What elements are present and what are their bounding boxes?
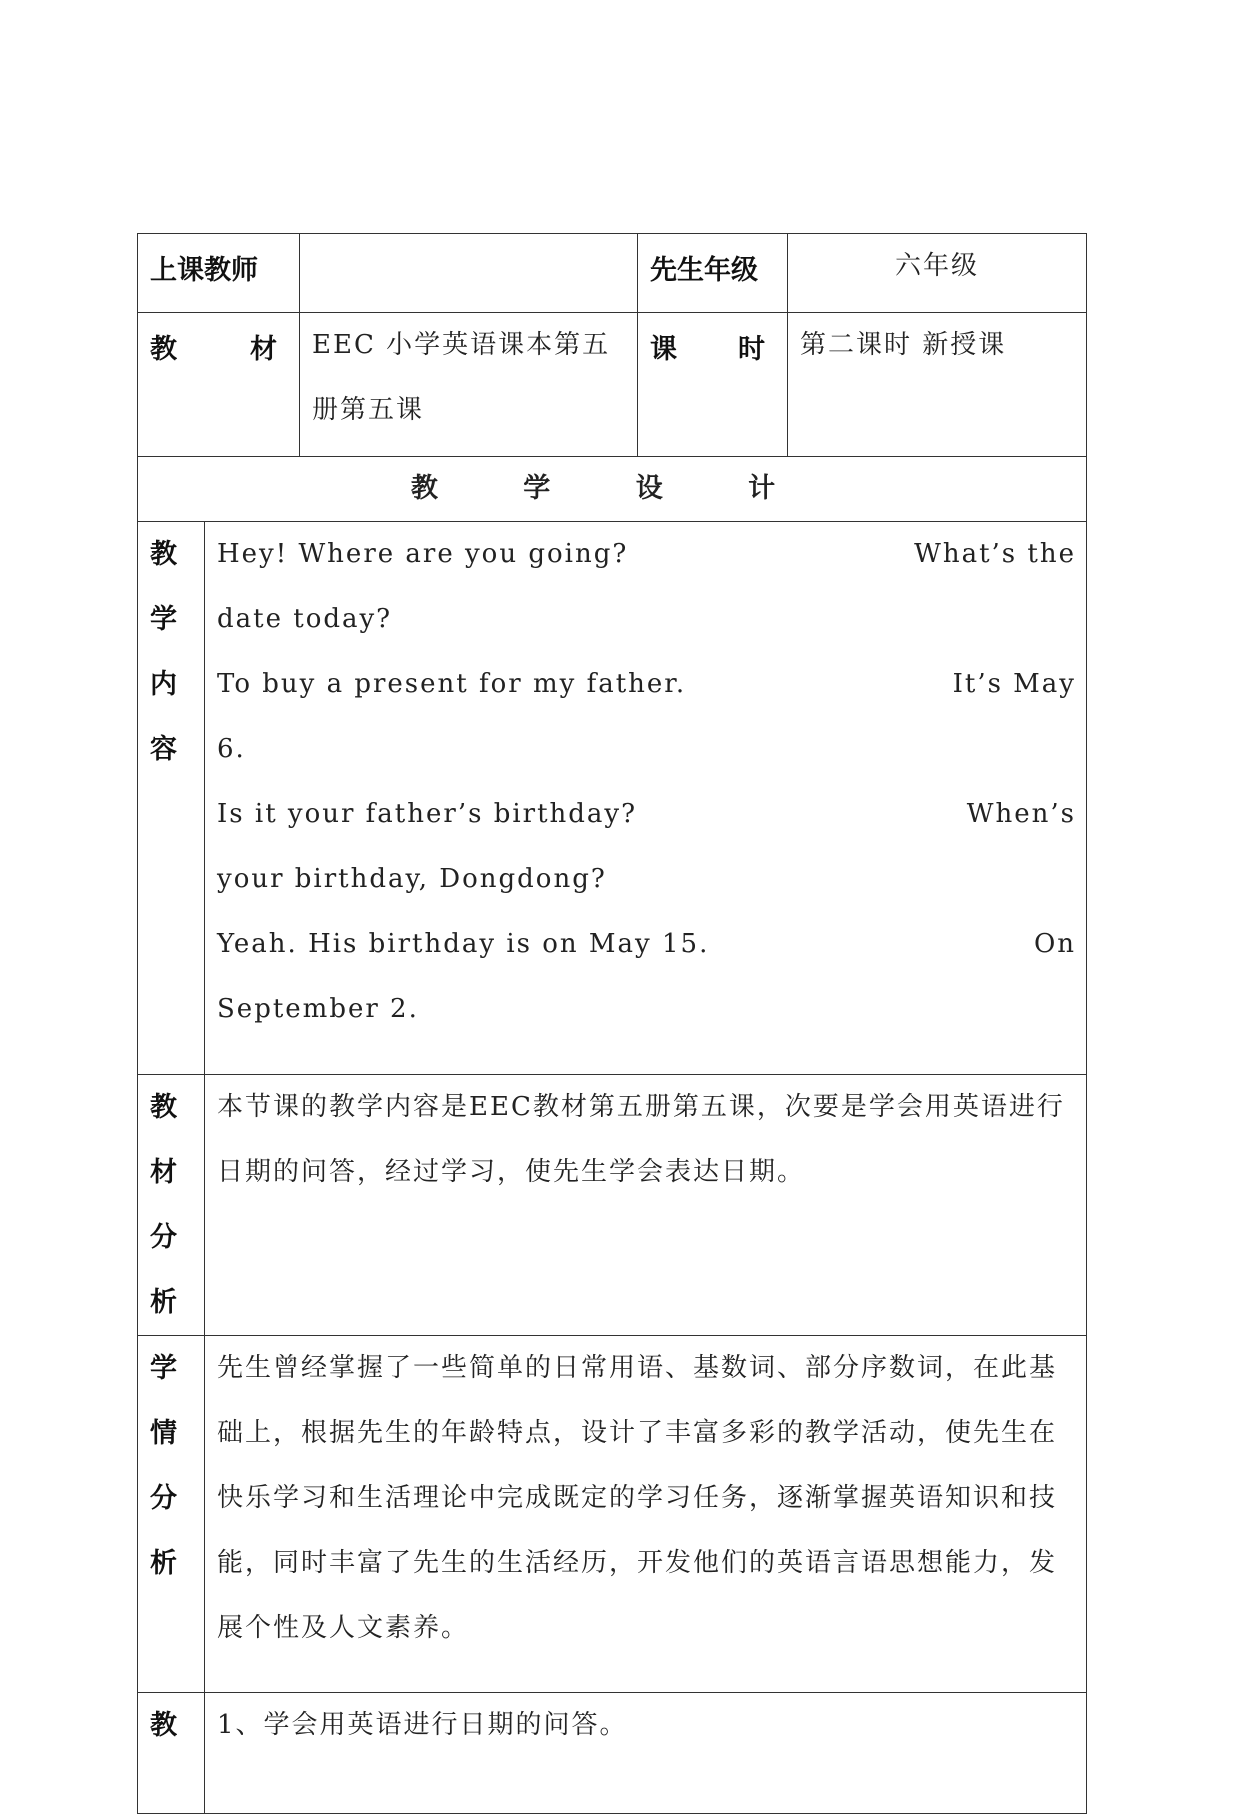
dialogue-line: September 2.: [217, 994, 419, 1024]
content-row: [138, 522, 1087, 1075]
dialogue-line: Yeah. His birthday is on May 15. On: [217, 929, 1076, 959]
goals-text: 1、学会用英语进行日期的问答。: [205, 1693, 1087, 1814]
dialogue-line: date today?: [217, 604, 393, 634]
material-analysis-text: 本节课的教学内容是EEC教材第五册第五课，次要是学会用英语进行日期的问答，经过学习，使先生学会表达日期。: [205, 1075, 1087, 1336]
textbook-row: [138, 313, 1087, 457]
student-analysis-row: [138, 1336, 1087, 1693]
textbook-value: EEC 小学英语课本第五册第五课: [300, 313, 638, 457]
material-analysis-label: 教 材 分 析: [138, 1075, 205, 1336]
period-value: 第二课时 新授课: [788, 313, 1087, 457]
content-label: 教 学 内 容: [138, 522, 205, 1075]
dialogue-line: 6.: [217, 734, 246, 764]
goals-label: 教: [138, 1693, 205, 1814]
dialogue-line: Is it your father’s birthday? When’s: [217, 799, 1076, 829]
teacher-value: [300, 234, 638, 313]
period-label: 课 时: [638, 313, 788, 457]
dialogue-line: Hey! Where are you going? What’s the: [217, 539, 1076, 569]
textbook-label: 教 材: [138, 313, 300, 457]
design-title-row: [138, 457, 1087, 522]
student-analysis-text: 先生曾经掌握了一些简单的日常用语、基数词、部分序数词，在此基础上，根据先生的年龄特点，设计了丰富多彩的教学活动，使先生在快乐学习和生活理论中完成既定的学习任务，逐渐掌握英语知识和技能，同时丰富了先生的生活经历，开发他们的英语言语思想能力，发展个性及人文素养。: [205, 1336, 1087, 1693]
grade-label: 先生年级: [638, 234, 788, 313]
student-analysis-label: 学 情 分 析: [138, 1336, 205, 1693]
dialogue-line: your birthday, Dongdong?: [217, 864, 607, 894]
grade-value: 六年级: [788, 234, 1087, 313]
teacher-row: [138, 234, 1087, 313]
dialogue-line: To buy a present for my father. It’s May: [217, 669, 1076, 699]
teacher-label: 上课教师: [138, 234, 300, 313]
content-dialogue: [205, 522, 1087, 1075]
lesson-plan-table: [137, 233, 1087, 1814]
material-analysis-row: [138, 1075, 1087, 1336]
goals-row: [138, 1693, 1087, 1814]
design-title: 教 学 设 计: [138, 457, 1087, 522]
